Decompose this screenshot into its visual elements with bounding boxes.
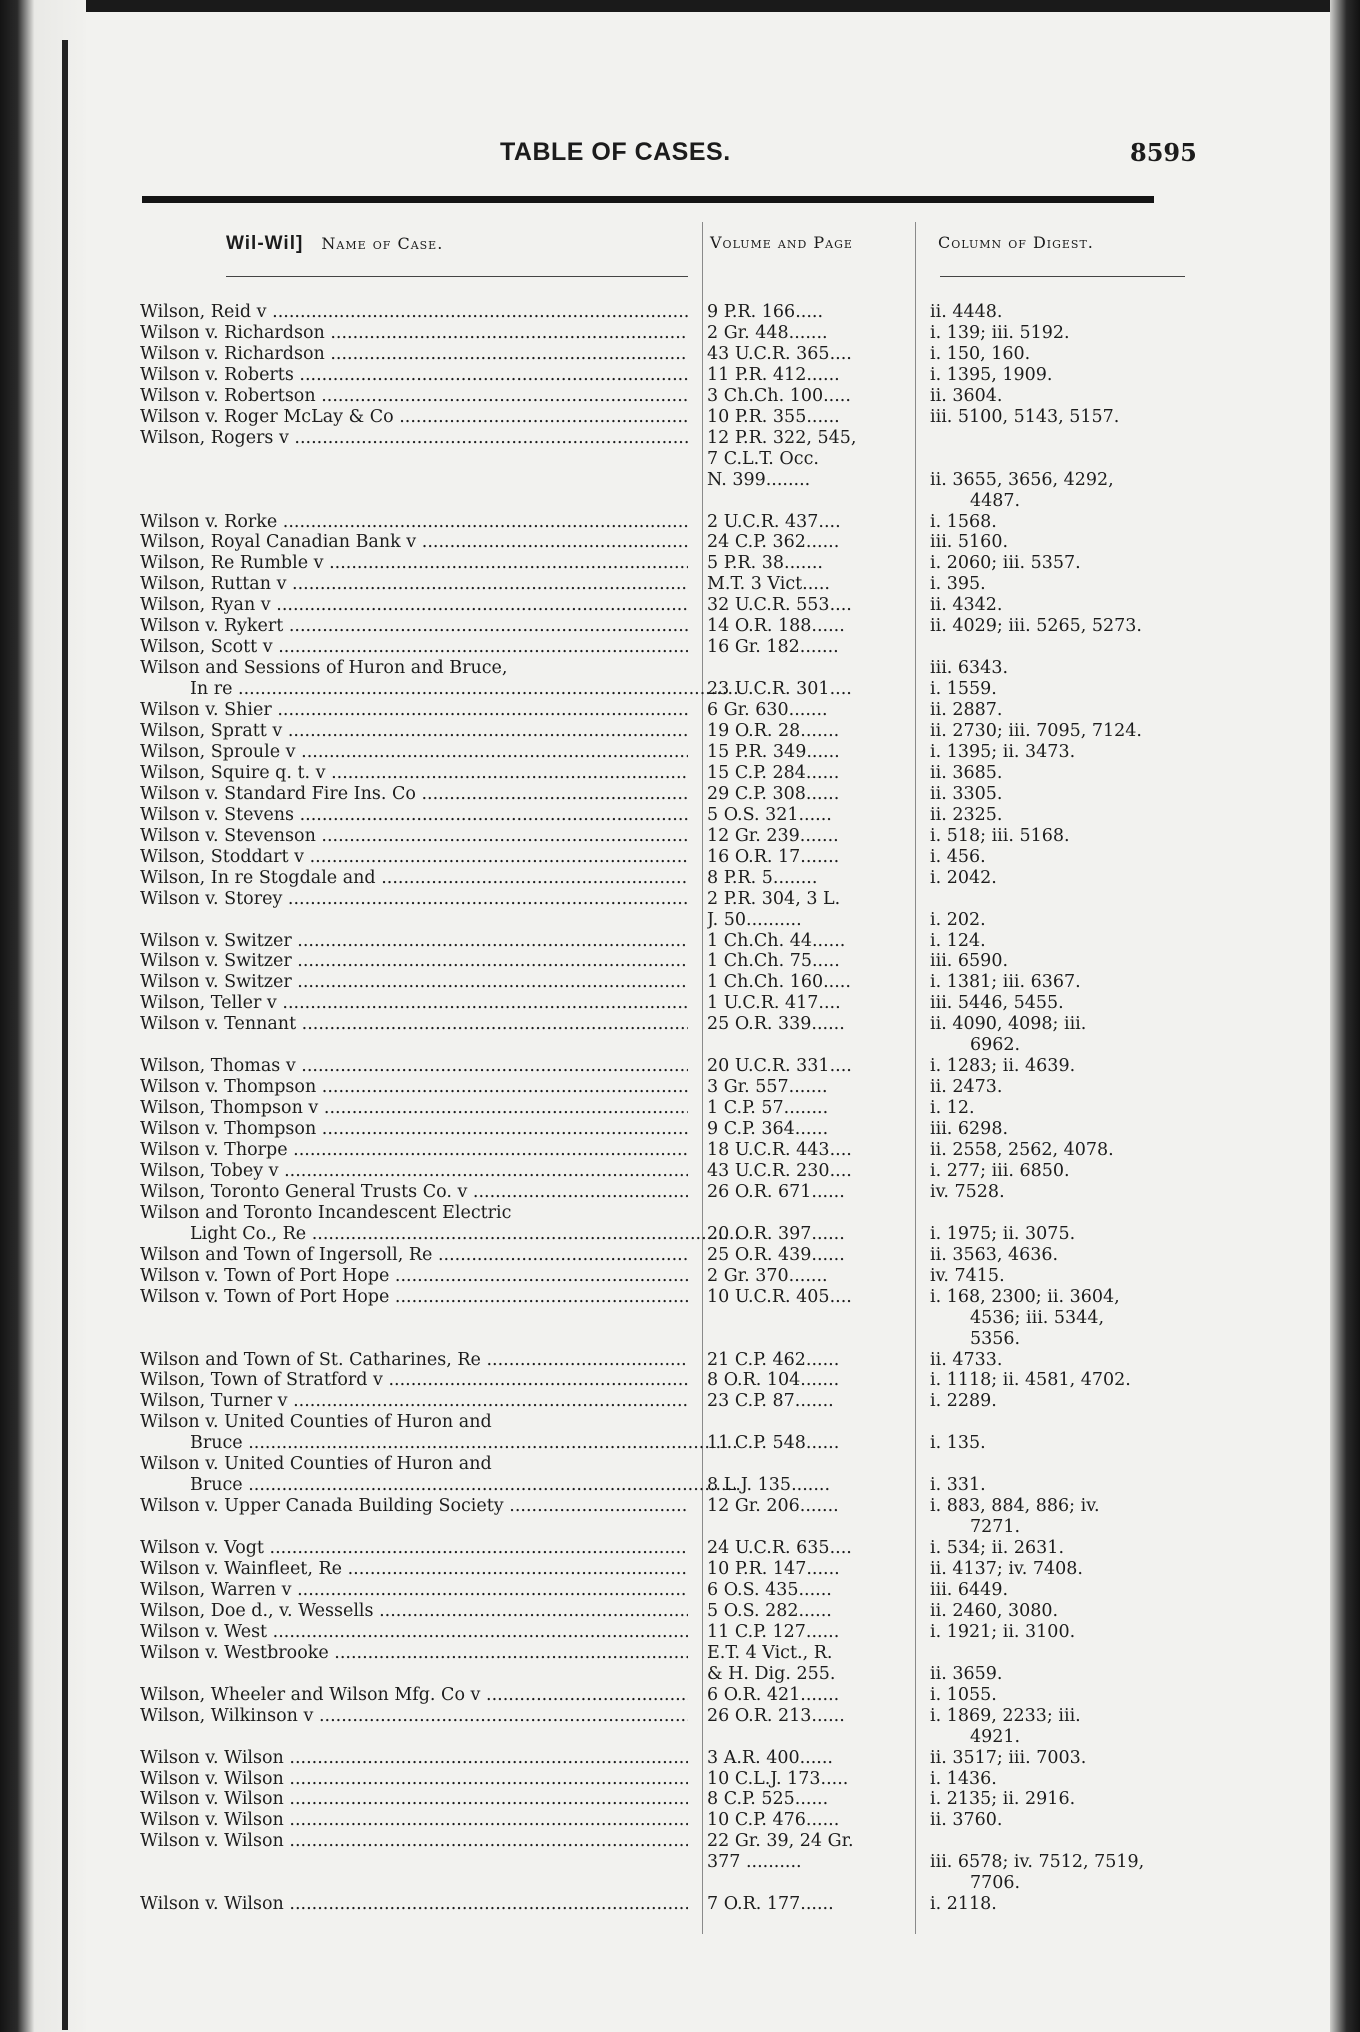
digest-column: ii. 2887.: [930, 700, 1003, 721]
digest-column: i. 1118; ii. 4581, 4702.: [930, 1370, 1131, 1391]
digest-column: ii. 3760.: [930, 1810, 1003, 1831]
case-name: Wilson v. Stevens .....: [140, 805, 688, 826]
volume-page: 3 A.R. 400......: [707, 1747, 833, 1768]
case-name: In re .....: [140, 679, 738, 700]
volume-page: 32 U.C.R. 553....: [707, 595, 852, 616]
volume-page: 1 Ch.Ch. 75.....: [707, 951, 840, 972]
case-name: Wilson v. West .....: [140, 1622, 688, 1643]
case-name: Wilson v. Town of Port Hope .....: [140, 1287, 688, 1308]
digest-column: i. 2289.: [930, 1391, 997, 1412]
case-name: Wilson, Doe d., v. Wessells .....: [140, 1601, 688, 1622]
volume-page: 11 C.P. 127......: [707, 1621, 840, 1642]
volume-page: 5 O.S. 321......: [707, 804, 832, 825]
digest-column: ii. 2325.: [930, 804, 1003, 825]
volume-page: & H. Dig. 255.: [707, 1663, 836, 1684]
digest-column: i. 331.: [930, 1475, 986, 1496]
case-name: Wilson v. Roger McLay & Co .....: [140, 407, 688, 428]
digest-column: ii. 4342.: [930, 595, 1003, 616]
case-name: Wilson v. Robertson .....: [140, 386, 688, 407]
volume-page: 1 U.C.R. 417....: [707, 993, 841, 1014]
case-name: Wilson and Sessions of Huron and Bruce,: [140, 658, 508, 679]
digest-column: i. 1381; iii. 6367.: [930, 972, 1081, 993]
digest-column: ii. 4090, 4098; iii.: [930, 1014, 1087, 1035]
volume-page: 19 O.R. 28.......: [707, 721, 840, 741]
digest-column: i. 518; iii. 5168.: [930, 825, 1070, 846]
case-name: Wilson v. Thompson .....: [140, 1119, 688, 1140]
volume-page: 10 U.C.R. 405....: [707, 1286, 852, 1307]
volume-page: 5 O.S. 282......: [707, 1600, 832, 1621]
volume-page: 2 U.C.R. 437....: [707, 511, 841, 532]
digest-column: ii. 4448.: [930, 302, 1003, 322]
digest-column: i. 2042.: [930, 867, 997, 888]
digest-column: i. 1869, 2233; iii.: [930, 1705, 1081, 1726]
digest-column: i. 1395, 1909.: [930, 364, 1053, 385]
case-name: Wilson v. Wilson .....: [140, 1789, 688, 1810]
digest-column: i. 150, 160.: [930, 343, 1031, 364]
volume-page: 18 U.C.R. 443....: [707, 1140, 852, 1160]
volume-page: 3 Gr. 557.......: [707, 1077, 828, 1098]
volume-page: 11 C.P. 548......: [707, 1433, 840, 1454]
volume-page: 25 O.R. 439......: [707, 1244, 845, 1265]
volume-page: 10 C.P. 476......: [707, 1810, 840, 1831]
digest-column: ii. 2730; iii. 7095, 7124.: [930, 721, 1142, 741]
digest-column: iii. 6298.: [930, 1119, 1009, 1140]
digest-column: i. 1975; ii. 3075.: [930, 1223, 1076, 1244]
volume-page: 7 O.R. 177......: [707, 1894, 834, 1915]
digest-column: 7706.: [970, 1873, 1021, 1894]
volume-page: 8 O.R. 104.......: [707, 1370, 840, 1391]
volume-page: 15 P.R. 349......: [707, 741, 840, 762]
volume-page: 9 P.R. 166.....: [707, 302, 824, 322]
page-title: TABLE OF CASES.: [500, 138, 731, 166]
case-name: Wilson v. Wilson .....: [140, 1769, 688, 1790]
digest-column: ii. 3685.: [930, 762, 1003, 783]
digest-column: ii. 3659.: [930, 1663, 1003, 1684]
digest-column: i. 139; iii. 5192.: [930, 322, 1070, 343]
case-name: Wilson, Wilkinson v .....: [140, 1706, 688, 1727]
digest-column: iii. 6343.: [930, 658, 1009, 679]
volume-page: J. 50..........: [707, 909, 802, 930]
case-name: Wilson, Wheeler and Wilson Mfg. Co v .....: [140, 1685, 688, 1706]
case-name: Wilson v. Roberts .....: [140, 365, 688, 386]
digest-column: iv. 7415.: [930, 1265, 1005, 1286]
column-header-digest: Column of Digest.: [938, 233, 1094, 252]
case-name: Wilson v. Wilson .....: [140, 1748, 688, 1769]
header-underline: [226, 276, 688, 277]
digest-column: i. 534; ii. 2631.: [930, 1538, 1065, 1559]
digest-column: i. 168, 2300; ii. 3604,: [930, 1286, 1120, 1307]
volume-page: 15 C.P. 284......: [707, 762, 840, 783]
volume-page: E.T. 4 Vict., R.: [707, 1642, 833, 1663]
case-label: Name of Case.: [321, 234, 444, 253]
digest-column: i. 1436.: [930, 1768, 997, 1789]
volume-page: 9 C.P. 364......: [707, 1119, 829, 1140]
digest-column: 4536; iii. 5344,: [970, 1307, 1105, 1328]
case-name: Wilson v. Switzer .....: [140, 972, 688, 993]
digest-column: ii. 4029; iii. 5265, 5273.: [930, 616, 1142, 637]
case-name: Wilson v. United Counties of Huron and: [140, 1454, 492, 1475]
case-name: Wilson v. Wilson .....: [140, 1894, 688, 1915]
digest-column: i. 1395; ii. 3473.: [930, 741, 1076, 762]
case-name: Wilson, Warren v .....: [140, 1580, 688, 1601]
digest-column: 4921.: [970, 1726, 1021, 1747]
volume-page: 14 O.R. 188......: [707, 616, 845, 637]
digest-column: i. 883, 884, 886; iv.: [930, 1496, 1100, 1517]
digest-column: 7271.: [970, 1517, 1021, 1538]
case-name: Wilson v. Stevenson .....: [140, 826, 688, 847]
case-name: Wilson v. Rykert .....: [140, 616, 688, 637]
volume-page: 1 Ch.Ch. 160.....: [707, 972, 851, 993]
case-name: Wilson, Spratt v .....: [140, 721, 688, 742]
digest-column: ii. 3563, 4636.: [930, 1244, 1059, 1265]
digest-column: i. 202.: [930, 909, 986, 930]
case-name: Wilson v. Switzer .....: [140, 931, 688, 952]
digest-column: i. 1568.: [930, 511, 997, 532]
digest-column: 5356.: [970, 1328, 1021, 1349]
case-name: Wilson v. Rorke .....: [140, 512, 688, 533]
column-divider: [702, 222, 703, 1934]
volume-page: 7 C.L.T. Occ.: [707, 448, 819, 469]
case-name: Wilson, Ruttan v .....: [140, 574, 688, 595]
digest-column: ii. 3305.: [930, 783, 1003, 804]
volume-page: 11 P.R. 412......: [707, 364, 840, 385]
volume-page: 21 C.P. 462......: [707, 1349, 840, 1370]
case-name: Wilson, Rogers v .....: [140, 428, 688, 449]
volume-page: 12 Gr. 239.......: [707, 825, 839, 846]
case-name: Wilson v. Wilson .....: [140, 1831, 688, 1852]
case-name: Wilson v. Richardson .....: [140, 323, 688, 344]
case-name: Wilson, Reid v .....: [140, 302, 688, 323]
case-name: Wilson and Toronto Incandescent Electric: [140, 1202, 512, 1223]
case-name: Wilson, In re Stogdale and .....: [140, 868, 688, 889]
digest-column: iii. 6590.: [930, 951, 1009, 972]
volume-page: 20 U.C.R. 331....: [707, 1056, 852, 1077]
volume-page: 1 Ch.Ch. 44......: [707, 930, 846, 951]
digest-column: 4487.: [970, 490, 1021, 511]
case-name: Wilson, Stoddart v .....: [140, 847, 688, 868]
volume-page: 26 O.R. 213......: [707, 1705, 845, 1726]
case-name: Wilson v. Richardson .....: [140, 344, 688, 365]
column-header-volume: Volume and Page: [710, 233, 853, 252]
volume-page: 5 P.R. 38.......: [707, 553, 823, 574]
case-name: Bruce .....: [140, 1433, 738, 1454]
digest-column: i. 277; iii. 6850.: [930, 1160, 1070, 1181]
header-underline: [940, 276, 1185, 277]
header-rule: [142, 196, 1154, 203]
digest-column: i. 1055.: [930, 1684, 997, 1705]
digest-column: i. 12.: [930, 1098, 975, 1119]
volume-page: 8 C.P. 525......: [707, 1789, 829, 1810]
digest-column: 6962.: [970, 1035, 1021, 1056]
digest-column: ii. 3655, 3656, 4292,: [930, 469, 1114, 490]
page-number: 8595: [1130, 138, 1197, 167]
case-name: Wilson, Ryan v .....: [140, 595, 688, 616]
case-name: Wilson, Sproule v .....: [140, 742, 688, 763]
column-header-case: [226, 233, 443, 255]
volume-page: 1 C.P. 57........: [707, 1098, 829, 1119]
volume-page: 26 O.R. 671......: [707, 1181, 845, 1202]
digest-column: i. 456.: [930, 846, 986, 867]
volume-page: 24 U.C.R. 635....: [707, 1538, 852, 1559]
digest-column: i. 2135; ii. 2916.: [930, 1789, 1076, 1810]
volume-page: 2 Gr. 448.......: [707, 322, 828, 343]
case-name: Wilson, Scott v .....: [140, 637, 688, 658]
digest-column: ii. 4137; iv. 7408.: [930, 1559, 1083, 1579]
case-name: Wilson v. Thorpe .....: [140, 1140, 688, 1161]
binding-line: [62, 40, 68, 2030]
volume-page: 23 C.P. 87.......: [707, 1391, 834, 1412]
digest-column: iii. 6449.: [930, 1579, 1009, 1600]
volume-page: 12 P.R. 322, 545,: [707, 427, 857, 448]
case-name: Wilson, Teller v .....: [140, 993, 688, 1014]
case-name: Light Co., Re .....: [140, 1224, 738, 1245]
volume-page: 12 Gr. 206.......: [707, 1496, 839, 1517]
volume-page: 16 O.R. 17.......: [707, 846, 840, 867]
case-name: Wilson v. Storey .....: [140, 889, 688, 910]
volume-page: 23 U.C.R. 301....: [707, 679, 852, 700]
volume-page: 6 Gr. 630.......: [707, 700, 828, 721]
case-name: Wilson v. Vogt .....: [140, 1538, 688, 1559]
case-name: Wilson v. Shier .....: [140, 700, 688, 721]
case-name: Wilson v. Standard Fire Ins. Co .....: [140, 784, 688, 805]
digest-column: iii. 5446, 5455.: [930, 993, 1064, 1014]
digest-column: i. 2060; iii. 5357.: [930, 553, 1081, 574]
volume-page: 10 P.R. 355......: [707, 406, 840, 427]
case-name: Wilson, Toronto General Trusts Co. v .....: [140, 1182, 688, 1203]
digest-column: i. 2118.: [930, 1894, 997, 1915]
digest-column: ii. 2473.: [930, 1077, 1003, 1098]
case-name: Wilson v. Switzer .....: [140, 951, 688, 972]
digest-column: i. 124.: [930, 930, 986, 951]
digest-column: iv. 7528.: [930, 1181, 1005, 1202]
digest-column: i. 1921; ii. 3100.: [930, 1621, 1076, 1642]
volume-page: 2 Gr. 370.......: [707, 1265, 828, 1286]
case-name: Bruce .....: [140, 1475, 738, 1496]
volume-page: N. 399........: [707, 469, 811, 490]
digest-column: ii. 2460, 3080.: [930, 1600, 1059, 1621]
volume-page: 43 U.C.R. 365....: [707, 343, 852, 364]
digest-column: i. 395.: [930, 574, 986, 595]
case-name: Wilson v. Upper Canada Building Society .....: [140, 1496, 688, 1517]
volume-page: 24 C.P. 362......: [707, 532, 840, 553]
case-name: Wilson, Tobey v .....: [140, 1161, 688, 1182]
page-edge: [1330, 0, 1360, 2032]
digest-column: iii. 5100, 5143, 5157.: [930, 406, 1120, 427]
volume-page: 25 O.R. 339......: [707, 1014, 845, 1035]
case-name: Wilson v. Wainfleet, Re .....: [140, 1559, 688, 1580]
volume-page: 6 O.S. 435......: [707, 1579, 832, 1600]
case-name: Wilson, Thompson v .....: [140, 1098, 688, 1119]
volume-page: 29 C.P. 308......: [707, 783, 840, 804]
volume-page: 22 Gr. 39, 24 Gr.: [707, 1831, 854, 1852]
digest-column: iii. 6578; iv. 7512, 7519,: [930, 1852, 1145, 1873]
case-name: Wilson, Squire q. t. v .....: [140, 763, 688, 784]
range-label: Wil-Wil]: [226, 233, 304, 254]
case-name: Wilson v. Town of Port Hope .....: [140, 1266, 688, 1287]
digest-column: ii. 3517; iii. 7003.: [930, 1747, 1087, 1768]
case-name: Wilson and Town of Ingersoll, Re .....: [140, 1245, 688, 1266]
case-name: Wilson v. United Counties of Huron and: [140, 1412, 492, 1433]
digest-column: ii. 4733.: [930, 1349, 1003, 1370]
volume-page: M.T. 3 Vict.....: [707, 574, 830, 595]
volume-page: 20 O.R. 397......: [707, 1223, 845, 1244]
digest-column: i. 135.: [930, 1433, 986, 1454]
digest-column: ii. 2558, 2562, 4078.: [930, 1140, 1114, 1160]
volume-page: 16 Gr. 182.......: [707, 637, 839, 658]
volume-page: 6 O.R. 421.......: [707, 1684, 840, 1705]
volume-page: 377 ..........: [707, 1852, 802, 1873]
book-gutter: [0, 0, 86, 2032]
case-name: Wilson v. Tennant .....: [140, 1014, 688, 1035]
digest-column: i. 1283; ii. 4639.: [930, 1056, 1076, 1077]
volume-page: 10 P.R. 147......: [707, 1559, 840, 1579]
volume-page: 8 P.R. 5........: [707, 867, 818, 888]
digest-column: iii. 5160.: [930, 532, 1009, 553]
case-name: Wilson and Town of St. Catharines, Re .....: [140, 1350, 688, 1371]
digest-column: i. 1559.: [930, 679, 997, 700]
case-name: Wilson v. Thompson .....: [140, 1077, 688, 1098]
case-name: Wilson, Royal Canadian Bank v .....: [140, 532, 688, 553]
digest-column: ii. 3604.: [930, 385, 1003, 406]
volume-page: 3 Ch.Ch. 100.....: [707, 385, 851, 406]
case-name: Wilson, Town of Stratford v .....: [140, 1370, 688, 1391]
case-name: Wilson v. Westbrooke .....: [140, 1643, 688, 1664]
case-name: Wilson, Re Rumble v .....: [140, 553, 688, 574]
case-name: Wilson, Thomas v .....: [140, 1056, 688, 1077]
volume-page: 8 L.J. 135.......: [707, 1475, 831, 1496]
volume-page: 10 C.L.J. 173.....: [707, 1768, 849, 1789]
volume-page: 43 U.C.R. 230....: [707, 1160, 852, 1181]
case-name: Wilson v. Wilson .....: [140, 1810, 688, 1831]
volume-page: 2 P.R. 304, 3 L.: [707, 888, 841, 909]
case-name: Wilson, Turner v .....: [140, 1391, 688, 1412]
